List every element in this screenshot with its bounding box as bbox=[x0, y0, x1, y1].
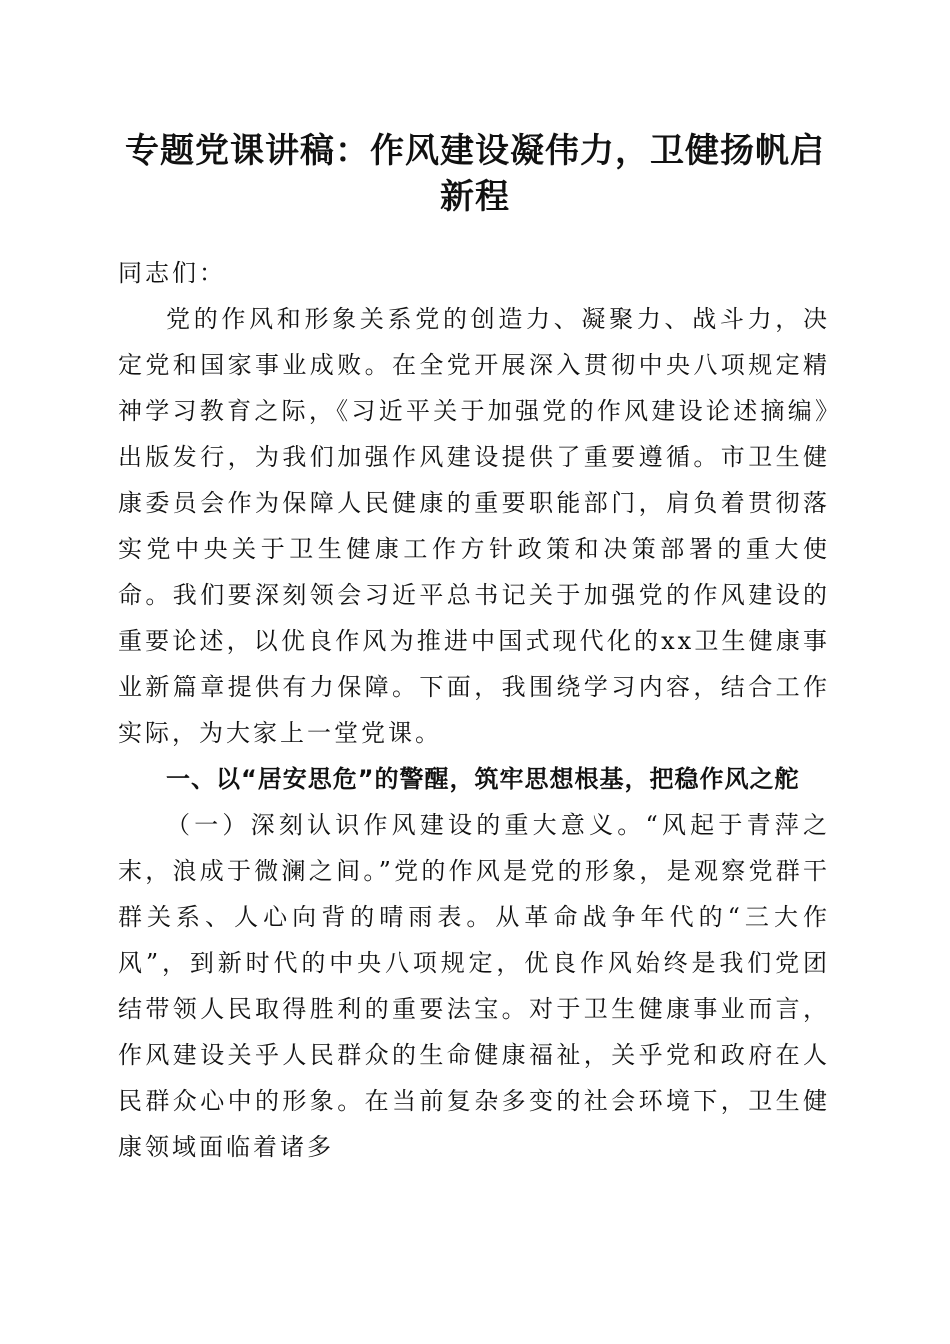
document-title bbox=[118, 128, 832, 220]
section-heading: 一、以“居安思危”的警醒，筑牢思想根基，把稳作风之舵 bbox=[166, 765, 800, 793]
title-line-2: 新程 bbox=[440, 177, 510, 217]
document-body bbox=[118, 250, 830, 1170]
salutation: 同志们： bbox=[118, 259, 226, 287]
title-line-1: 专题党课讲稿：作风建设凝伟力，卫健扬帆启 bbox=[125, 131, 825, 171]
subsection-paragraph: （一）深刻认识作风建设的重大意义。“风起于青萍之末，浪成于微澜之间。”党的作风是党的形象，是观察党群干群关系、人心向背的晴雨表。从革命战争年代的“三大作风”，到新时代的中央八项规定，优良作风始终是我们党团结带领人民取得胜利的重要法宝。对于卫生健康事业而言，作风建设关乎人民群众的生命健康福祉，关乎党和政府在人民群众心中的形象。在当前复杂多变的社会环境下，卫生健康领域面临着诸多 bbox=[118, 811, 830, 1161]
intro-paragraph: 党的作风和形象关系党的创造力、凝聚力、战斗力，决定党和国家事业成败。在全党开展深入贯彻中央八项规定精神学习教育之际，《习近平关于加强党的作风建设论述摘编》出版发行，为我们加强作风建设提供了重要遵循。市卫生健康委员会作为保障人民健康的重要职能部门，肩负着贯彻落实党中央关于卫生健康工作方针政策和决策部署的重大使命。我们要深刻领会习近平总书记关于加强党的作风建设的重要论述，以优良作风为推进中国式现代化的xx卫生健康事业新篇章提供有力保障。下面，我围绕学习内容，结合工作实际，为大家上一堂党课。 bbox=[118, 305, 830, 747]
